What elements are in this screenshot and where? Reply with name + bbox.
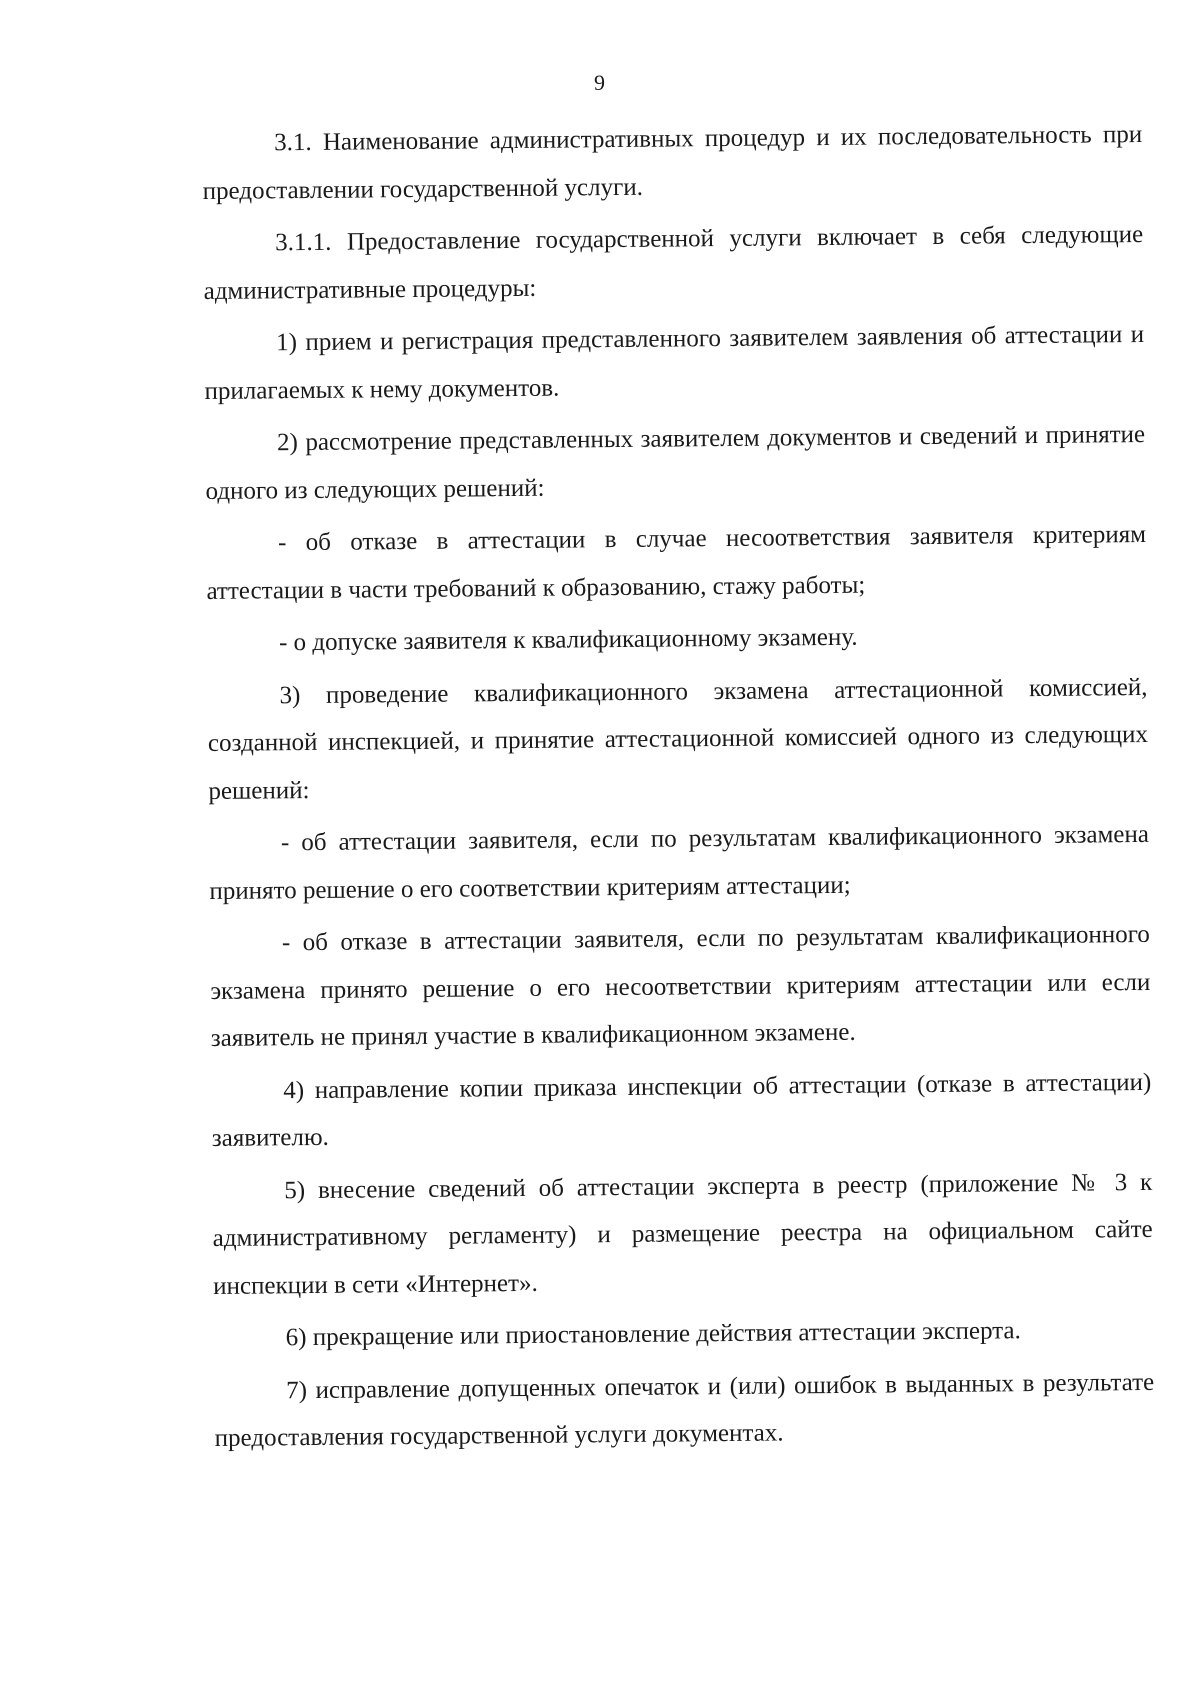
list-item-2-subitem-2: - о допуске заявителя к квалификационному экзамену. bbox=[278, 623, 858, 657]
list-item-3-subitem-1: - об аттестации заявителя, если по результатам квалификационного экзамена принято решение о его соответствии критериям аттестации; bbox=[209, 820, 1150, 905]
list-item-6: 6) прекращение или приостановление действия аттестации эксперта. bbox=[285, 1317, 1021, 1352]
paragraph-section-3-1-1: 3.1.1. Предоставление государственной услуги включает в себя следующие административные процедуры: bbox=[203, 220, 1144, 305]
list-item-1: 1) прием и регистрация представленного заявителем заявления об аттестации и прилагаемых к нему документов. bbox=[204, 320, 1145, 405]
page-number: 9 bbox=[594, 70, 606, 95]
list-item-3: 3) проведение квалификационного экзамена аттестационной комиссией, созданной инспекцией, и принятие аттестационной комиссией одного из следующих решений: bbox=[207, 673, 1149, 805]
list-item-2-subitem-1: - об отказе в аттестации в случае несоответствия заявителя критериям аттестации в части требований к образованию, стажу работы; bbox=[206, 520, 1147, 605]
list-item-5: 5) внесение сведений об аттестации эксперта в реестр (приложение № 3 к административному регламенту) и размещение реестра на официальном сайте инспекции в сети «Интернет». bbox=[212, 1168, 1153, 1300]
list-item-7: 7) исправление допущенных опечаток и (или) ошибок в выданных в результате предоставления государственной услуги документах. bbox=[214, 1368, 1155, 1452]
list-item-2: 2) рассмотрение представленных заявителем документов и сведений и принятие одного из следующих решений: bbox=[205, 420, 1146, 505]
list-item-3-subitem-2: - об отказе в аттестации заявителя, если по результатам квалификационного экзамена принято решение о его несоответствии критериям аттестации или если заявитель не принял участие в квалификационном экзамене. bbox=[210, 920, 1151, 1052]
document-body bbox=[202, 111, 1155, 1467]
list-item-4: 4) направление копии приказа инспекции об аттестации (отказе в аттестации) заявителю. bbox=[211, 1068, 1152, 1152]
paragraph-section-3-1: 3.1. Наименование административных процедур и их последовательность при предоставлении государственной услуги. bbox=[202, 120, 1143, 205]
